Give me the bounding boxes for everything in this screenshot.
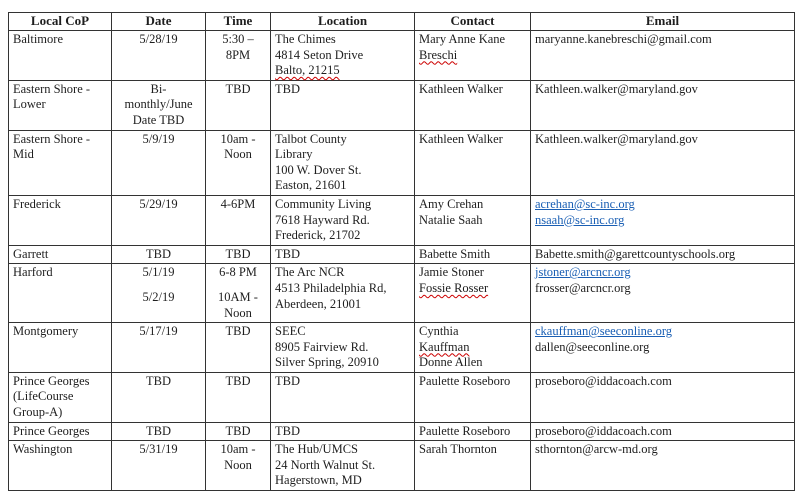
cell-local-cop [9,441,112,491]
cop-text: Frederick [13,196,61,211]
cell-contact [415,195,531,245]
time-text: 6-8 PM [219,265,257,280]
cell-contact [415,441,531,491]
cell-contact [415,264,531,323]
header-date: Date [112,13,206,31]
cop-text: Eastern Shore - [13,81,91,96]
cell-location [271,195,415,245]
cell-contact [415,323,531,373]
contact-text: Breschi [419,47,458,62]
location-text: SEEC [275,324,306,339]
cell-time [206,372,271,422]
date-text: 5/17/19 [139,324,178,339]
cell-date [112,441,206,491]
location-text: Library [275,147,313,162]
table-row [9,323,795,373]
location-text: TBD [275,81,300,96]
cell-location [271,323,415,373]
contact-text: Sarah Thornton [419,442,497,457]
cell-location [271,130,415,195]
contact-text: Kauffman [419,339,470,354]
header-local-cop: Local CoP [9,13,112,31]
cell-email [531,264,795,323]
email-text: maryanne.kanebreschi@gmail.com [535,32,712,46]
location-text: Easton, 21601 [275,178,347,193]
cell-email [531,130,795,195]
header-time: Time [206,13,271,31]
cell-location [271,245,415,264]
time-text: 10AM - [218,289,258,304]
cell-email [531,31,795,81]
cop-text: Lower [13,97,46,112]
header-row [9,13,795,31]
contact-text: Donne Allen [419,355,483,370]
cell-email [531,441,795,491]
contact-text: Paulette Roseboro [419,423,511,438]
cop-text: (LifeCourse [13,389,74,404]
cop-text: Prince Georges [13,423,90,438]
time-text: 4-6PM [220,196,256,211]
email-text: proseboro@iddacoach.com [535,423,672,438]
email-text: dallen@seeconline.org [535,339,650,354]
table-row [9,195,795,245]
date-text: monthly/June [124,97,193,112]
date-text: 5/1/19 [142,265,175,280]
cell-date [112,323,206,373]
date-text: 5/31/19 [139,442,178,457]
date-text: TBD [146,423,171,438]
date-text: Date TBD [132,112,185,127]
time-text: TBD [225,246,251,261]
cop-text: Mid [13,147,34,162]
cell-date [112,31,206,81]
cell-email [531,80,795,130]
table-row [9,422,795,441]
time-text: TBD [225,373,251,388]
contact-text: Babette Smith [419,246,491,261]
date-text: Bi- [150,81,167,96]
cell-contact [415,422,531,441]
cell-location [271,31,415,81]
email-text: frosser@arcncr.org [535,280,631,295]
time-text: 10am - [220,442,256,457]
email-text: sthornton@arcw-md.org [535,442,658,457]
contact-text: Natalie Saah [419,212,483,227]
time-text: Noon [224,147,252,162]
time-text: 5:30 – [222,32,254,46]
email-link[interactable]: ckauffman@seeconline.org [535,324,673,339]
cop-text: Harford [13,265,53,280]
header-location: Location [271,13,415,31]
location-text: Aberdeen, 21001 [275,296,362,311]
location-text: Frederick, 21702 [275,228,361,243]
contact-text: Mary Anne Kane [419,32,506,46]
cell-time [206,130,271,195]
cop-text: Garrett [13,246,49,261]
date-text: 5/29/19 [139,196,178,211]
email-text: Kathleen.walker@maryland.gov [535,81,698,96]
cell-contact [415,130,531,195]
cell-date [112,80,206,130]
cell-local-cop [9,31,112,81]
date-text: 5/2/19 [142,289,175,304]
time-text: 10am - [220,131,256,146]
line-gap [210,281,266,290]
location-text: Balto, 21215 [275,63,340,78]
cell-location [271,264,415,323]
cell-email [531,323,795,373]
location-text: Silver Spring, 20910 [275,355,379,370]
cop-text: Prince Georges [13,373,90,388]
cell-time [206,323,271,373]
contact-text: Kathleen Walker [419,131,503,146]
cell-local-cop [9,422,112,441]
cell-contact [415,372,531,422]
table-row [9,130,795,195]
time-text: TBD [225,423,251,438]
cell-local-cop [9,372,112,422]
cell-email [531,245,795,264]
cop-text: Baltimore [13,32,63,46]
cell-date [112,372,206,422]
time-text: TBD [225,81,251,96]
cell-date [112,422,206,441]
location-text: The Arc NCR [275,265,345,280]
cell-time [206,245,271,264]
cop-text: Washington [13,442,73,457]
cell-local-cop [9,195,112,245]
time-text: Noon [224,457,252,472]
contact-text: Kathleen Walker [419,81,503,96]
cell-local-cop [9,323,112,373]
cell-location [271,422,415,441]
cell-local-cop [9,245,112,264]
date-text: 5/9/19 [142,131,175,146]
location-text: 4513 Philadelphia Rd, [275,280,387,295]
header-email: Email [531,13,795,31]
cell-contact [415,31,531,81]
cell-location [271,441,415,491]
cop-text: Group-A) [13,405,63,420]
cell-time [206,195,271,245]
cell-contact [415,245,531,264]
cell-time [206,31,271,81]
contact-text: Amy Crehan [419,196,484,211]
location-text: The Hub/UMCS [275,442,358,457]
cop-schedule-table [8,12,795,491]
cell-email [531,422,795,441]
cell-time [206,80,271,130]
email-link[interactable]: jstoner@arcncr.org [535,265,631,280]
location-text: 100 W. Dover St. [275,162,362,177]
line-gap [116,281,201,290]
location-text: 4814 Seton Drive [275,47,364,62]
cell-time [206,264,271,323]
cell-date [112,130,206,195]
time-text: 8PM [225,47,251,62]
cell-time [206,441,271,491]
location-text: TBD [275,246,300,261]
cell-local-cop [9,130,112,195]
location-text: Talbot County [275,131,347,146]
date-text: TBD [146,246,171,261]
location-text: Community Living [275,196,372,211]
date-text: TBD [146,373,171,388]
table-row [9,31,795,81]
email-text: proseboro@iddacoach.com [535,373,672,388]
cell-date [112,245,206,264]
cell-contact [415,80,531,130]
time-text: Noon [224,305,252,320]
cell-local-cop [9,264,112,323]
contact-text: Fossie Rosser [419,280,489,295]
cell-email [531,195,795,245]
location-text: Hagerstown, MD [275,473,362,488]
location-text: 24 North Walnut St. [275,457,376,472]
location-text: The Chimes [275,32,336,46]
cell-location [271,80,415,130]
contact-text: Paulette Roseboro [419,373,511,388]
cop-text: Montgomery [13,324,79,339]
location-text: 7618 Hayward Rd. [275,212,370,227]
table-row [9,245,795,264]
table-row [9,80,795,130]
table-row [9,264,795,323]
cell-time [206,422,271,441]
table-row [9,372,795,422]
cell-local-cop [9,80,112,130]
table-row [9,441,795,491]
time-text: TBD [225,324,251,339]
date-text: 5/28/19 [139,32,178,46]
cell-email [531,372,795,422]
email-text: Babette.smith@garettcountyschools.org [535,246,736,261]
header-contact: Contact [415,13,531,31]
email-link[interactable]: acrehan@sc-inc.org [535,196,635,211]
cell-date [112,195,206,245]
location-text: TBD [275,423,300,438]
cell-location [271,372,415,422]
location-text: TBD [275,373,300,388]
cell-date [112,264,206,323]
location-text: 8905 Fairview Rd. [275,339,369,354]
email-link[interactable]: nsaah@sc-inc.org [535,212,625,227]
contact-text: Jamie Stoner [419,265,484,280]
cop-text: Eastern Shore - [13,131,91,146]
contact-text: Cynthia [419,324,459,339]
email-text: Kathleen.walker@maryland.gov [535,131,698,146]
